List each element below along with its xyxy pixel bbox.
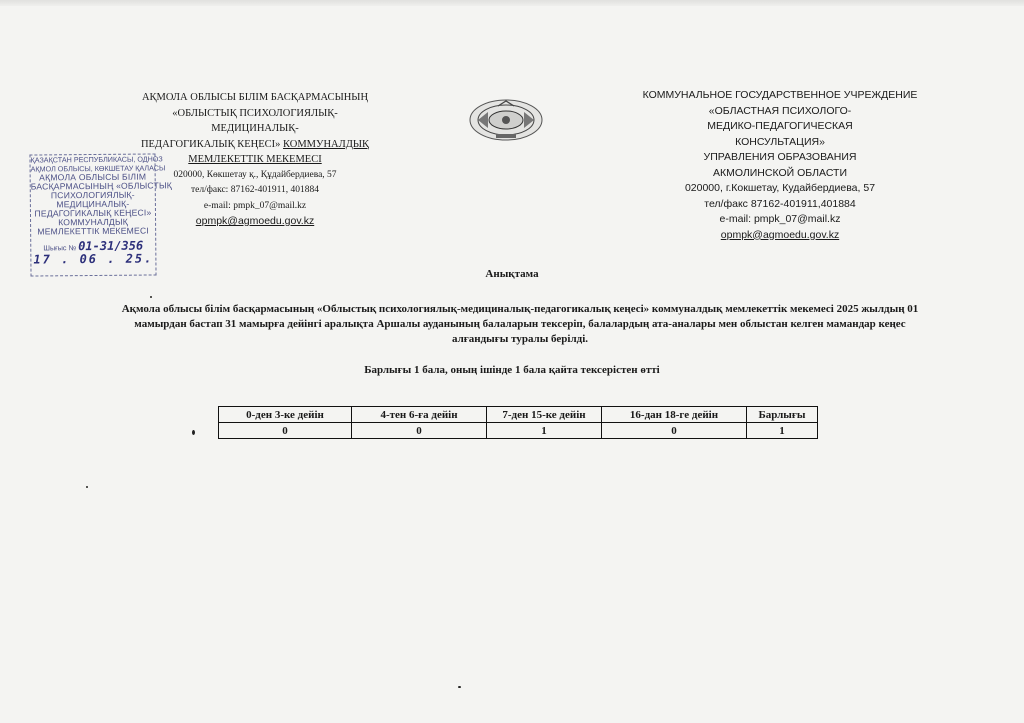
table-header-cell: 4-тен 6-ға дейін bbox=[352, 407, 487, 423]
age-groups-table bbox=[218, 406, 818, 439]
document-title: Анықтама bbox=[485, 268, 539, 280]
stamp-outgoing-prefix: Шығыс № bbox=[43, 243, 77, 253]
table-header-cell: 0-ден 3-ке дейін bbox=[219, 407, 352, 423]
table-cell: 0 bbox=[352, 423, 487, 439]
header-left-kazakh bbox=[140, 90, 370, 230]
header-left-website-link[interactable]: opmpk@agmoedu.gov.kz bbox=[195, 215, 315, 227]
header-right-line: КОНСУЛЬТАЦИЯ» bbox=[735, 135, 825, 148]
scan-edge bbox=[0, 0, 1024, 6]
header-right-email: e-mail: pmpk_07@mail.kz bbox=[719, 213, 841, 225]
header-left-phone: тел/факс: 87162-401911, 401884 bbox=[190, 185, 320, 195]
header-left-line: МЕМЛЕКЕТТІК МЕКЕМЕСІ bbox=[188, 154, 322, 165]
table-cell: 1 bbox=[487, 423, 602, 439]
document-paragraph: Ақмола облысы білім басқармасының «Облыстық психологиялық-медициналық-педагогикалық кеңесі» коммуналдық мемлекеттік мекемесі 2025 жылдың 01 мамырдан бастап 31 мамырға дейінгі аралықта Аршалы ауданының балаларын тексеріп, балалардың ата-аналары мен облыстан келген мамандар кеңес алғандығы туралы берілді. bbox=[121, 303, 919, 345]
stamp-line: АҚМОЛ ОБЛЫСЫ, КӨКШЕТАУ ҚАЛАСЫ bbox=[30, 163, 166, 174]
table-cell: 0 bbox=[219, 423, 352, 439]
header-left-line-4b: КОММУНАЛДЫҚ bbox=[283, 138, 370, 150]
header-left-line: «ОБЛЫСТЫҚ ПСИХОЛОГИЯЛЫҚ- bbox=[172, 107, 338, 119]
header-left-line: АҚМОЛА ОБЛЫСЫ БІЛІМ БАСҚАРМАСЫНЫҢ bbox=[141, 92, 369, 103]
stamp-date: 17 . 06 . 25. bbox=[33, 251, 154, 267]
header-left-line-4a: ПЕДАГОГИКАЛЫҚ КЕҢЕСІ» bbox=[140, 138, 284, 150]
table-header-cell: 7-ден 15-ке дейін bbox=[487, 407, 602, 423]
scan-speck bbox=[86, 486, 88, 488]
scan-speck bbox=[150, 296, 152, 298]
scan-speck bbox=[192, 430, 195, 435]
kazakhstan-state-emblem-icon bbox=[468, 98, 544, 142]
header-right-address: 020000, г.Кокшетау, Кудайбердиева, 57 bbox=[684, 182, 876, 194]
table-header-cell: 16-дан 18-ге дейін bbox=[602, 407, 747, 423]
header-right-line: МЕДИКО-ПЕДАГОГИЧЕСКАЯ bbox=[707, 120, 853, 132]
stamp-line: ПЕДАГОГИКАЛЫҚ КЕҢЕСІ» bbox=[34, 207, 152, 219]
table-header-cell: Барлығы bbox=[747, 407, 818, 423]
table-row bbox=[219, 423, 818, 439]
header-left-line: МЕДИЦИНАЛЫҚ- bbox=[211, 123, 299, 134]
stamp-line: ҚАЗАҚСТАН РЕСПУБЛИКАСЫ, ОДНОЗ bbox=[30, 154, 163, 165]
stamp-line: МЕДИЦИНАЛЫҚ- bbox=[56, 198, 130, 210]
registration-stamp bbox=[29, 153, 173, 276]
header-left-line-4 bbox=[140, 137, 370, 153]
table-header-row bbox=[219, 407, 818, 423]
header-right-line: «ОБЛАСТНАЯ ПСИХОЛОГО- bbox=[708, 104, 852, 117]
header-right-line: КОММУНАЛЬНОЕ ГОСУДАРСТВЕННОЕ УЧРЕЖДЕНИЕ bbox=[642, 89, 918, 101]
stamp-line: КОММУНАЛДЫҚ bbox=[58, 216, 128, 228]
header-right-website-link[interactable]: opmpk@agmoedu.gov.kz bbox=[720, 228, 840, 241]
header-left-email: e-mail: pmpk_07@mail.kz bbox=[203, 200, 307, 211]
table-cell: 0 bbox=[602, 423, 747, 439]
header-right-line: УПРАВЛЕНИЯ ОБРАЗОВАНИЯ bbox=[703, 151, 857, 163]
stamp-line: МЕМЛЕКЕТТІК МЕКЕМЕСІ bbox=[37, 225, 149, 237]
header-right-line: АКМОЛИНСКОЙ ОБЛАСТИ bbox=[712, 166, 848, 179]
stamp-outgoing-number: 01-31/356 bbox=[78, 238, 144, 254]
stamp-line: ПСИХОЛОГИЯЛЫҚ- bbox=[50, 189, 135, 201]
header-right-russian bbox=[630, 88, 930, 243]
header-right-phone: тел/факс 87162-401911,401884 bbox=[704, 197, 856, 210]
stamp-line: АҚМОЛА ОБЛЫСЫ БІЛІМ bbox=[39, 171, 147, 183]
stamp-line: БАСҚАРМАСЫНЫҢ «ОБЛЫСТЫҚ bbox=[30, 180, 173, 192]
document-summary: Барлығы 1 бала, оның ішінде 1 бала қайта тексерістен өтті bbox=[364, 364, 660, 376]
scan-speck bbox=[458, 686, 461, 688]
table-cell: 1 bbox=[747, 423, 818, 439]
header-left-address: 020000, Көкшетау қ., Құдайбердиева, 57 bbox=[173, 169, 337, 180]
